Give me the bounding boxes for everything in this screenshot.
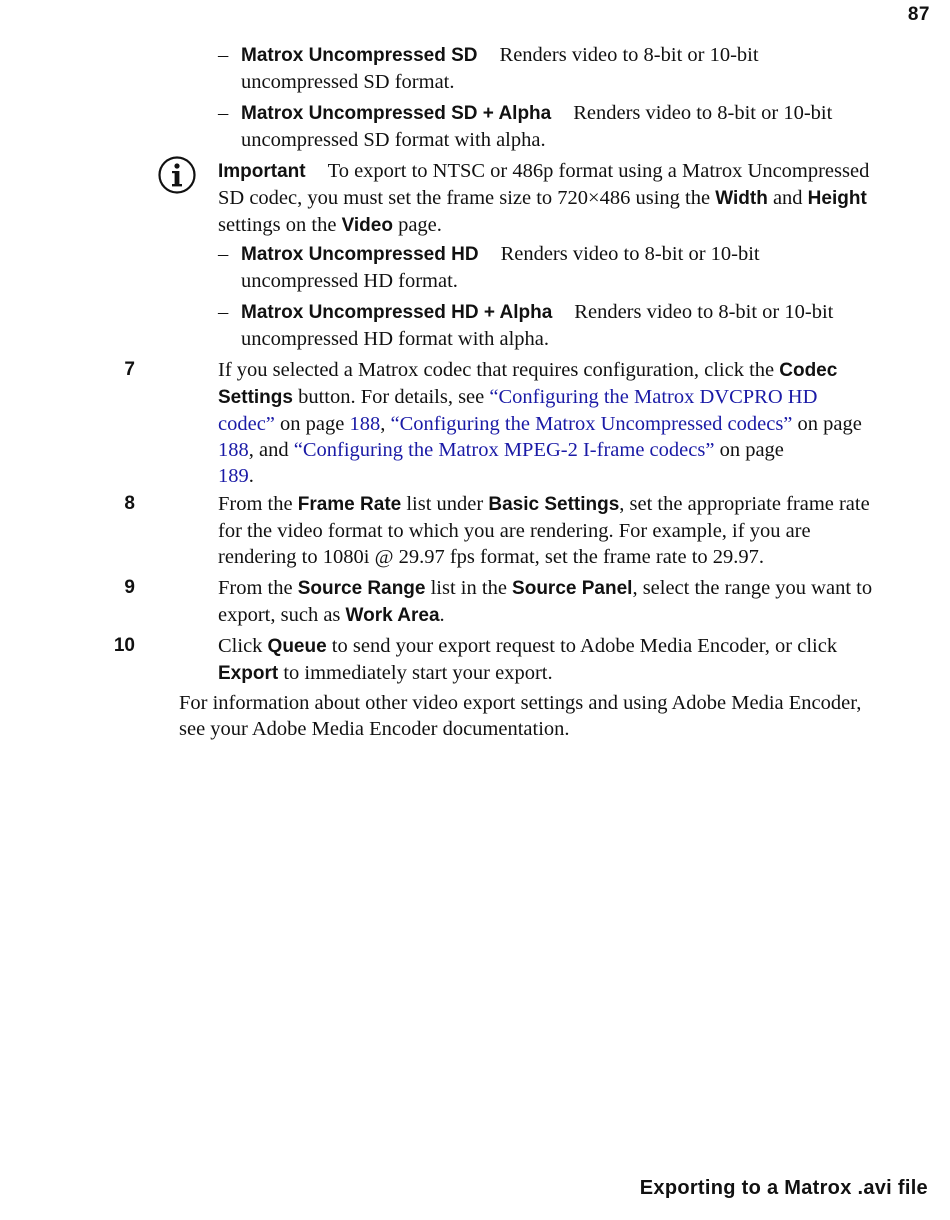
export-ref: Export [218,663,279,684]
step-number: 9 [124,577,135,598]
video-page: Video [341,215,393,236]
step-text: list under [406,493,484,515]
link-page-189[interactable]: 189 [218,465,249,487]
source-panel-ref: Source Panel [512,578,633,599]
basic-settings-ref: Basic Settings [488,494,620,515]
frame-rate-ref: Frame Rate [297,494,402,515]
step-text: If you selected a Matrox codec that requires configuration, click the [218,359,775,381]
link-dvcpro-hd[interactable]: “Configuring the Matrox DVCPRO HD codec” [218,386,818,435]
bullet-description: Renders video to 8-bit or 10-bit uncompressed HD format with alpha. [241,301,834,350]
dash-marker: – [218,102,229,124]
step-text: Click [218,635,263,657]
note-text: and [772,187,803,209]
step-number: 8 [124,493,135,514]
page-number: 87 [907,4,930,25]
bullet-term: Matrox Uncompressed SD + Alpha [241,103,552,124]
link-mpeg2-iframe[interactable]: “Configuring the Matrox MPEG-2 I-frame codecs” [293,439,715,461]
step-text: , and [248,439,289,461]
important-label: Important [218,161,306,182]
step-9 [0,575,878,629]
step-text: , [380,413,386,435]
step-text: . [439,604,445,626]
bullet-term: Matrox Uncompressed SD [241,45,478,66]
step-8 [0,491,878,570]
queue-ref: Queue [267,636,327,657]
step-text: to immediately start your export. [283,662,553,684]
link-uncompressed-codecs[interactable]: “Configuring the Matrox Uncompressed codecs” [390,413,793,435]
step-number: 7 [124,359,135,380]
source-range-ref: Source Range [297,578,426,599]
step-text: button. For details, see [298,386,485,408]
bullet-description: Renders video to 8-bit or 10-bit uncompressed SD format. [241,44,759,93]
step-text: on page [280,413,345,435]
running-footer: Exporting to a Matrox .avi file [639,1177,928,1199]
bullet-description: Renders video to 8-bit or 10-bit uncompressed SD format with alpha. [241,102,833,151]
step-text: on page [797,413,862,435]
bullet-term: Matrox Uncompressed HD + Alpha [241,302,553,323]
step-text: , select the range you want to export, such as [218,577,873,626]
bullet-item [218,100,878,153]
step-text: From the [218,577,293,599]
bullet-item [218,299,878,352]
bullet-item [218,42,878,95]
closing-paragraph: For information about other video export settings and using Adobe Media Encoder, see your Adobe Media Encoder documentation. [179,692,862,740]
bullet-term: Matrox Uncompressed HD [241,244,479,265]
bullet-item [218,241,878,294]
step-7 [0,357,878,489]
link-page-188[interactable]: 188 [349,413,381,435]
step-text: to send your export request to Adobe Media Encoder, or click [331,635,838,657]
work-area-ref: Work Area [345,605,440,626]
dash-marker: – [218,243,229,265]
step-text: on page [719,439,784,461]
step-number: 10 [113,635,135,656]
dash-marker: – [218,301,229,323]
step-10 [0,633,878,687]
note-text: To export to NTSC or 486p format using a Matrox Uncompressed SD codec, you must set the frame size to 720×486 using the [218,160,870,209]
bullet-description: Renders video to 8-bit or 10-bit uncompressed HD format. [241,243,760,292]
step-text: list in the [430,577,507,599]
step-text: From the [218,493,293,515]
info-icon [157,155,197,195]
codec-settings-button-ref: Codec Settings [218,360,838,408]
step-text: . [248,465,254,487]
height-setting: Height [807,188,867,209]
note-text: page. [398,214,442,236]
important-note [218,158,878,239]
step-text: , set the appropriate frame rate for the video format to which you are rendering. For example, if you are rendering to 1080i @ 29.97 fps format, set the frame rate to 29.97. [218,493,870,568]
dash-marker: – [218,44,229,66]
link-page-188[interactable]: 188 [218,439,249,461]
note-text: settings on the [218,214,337,236]
width-setting: Width [715,188,768,209]
